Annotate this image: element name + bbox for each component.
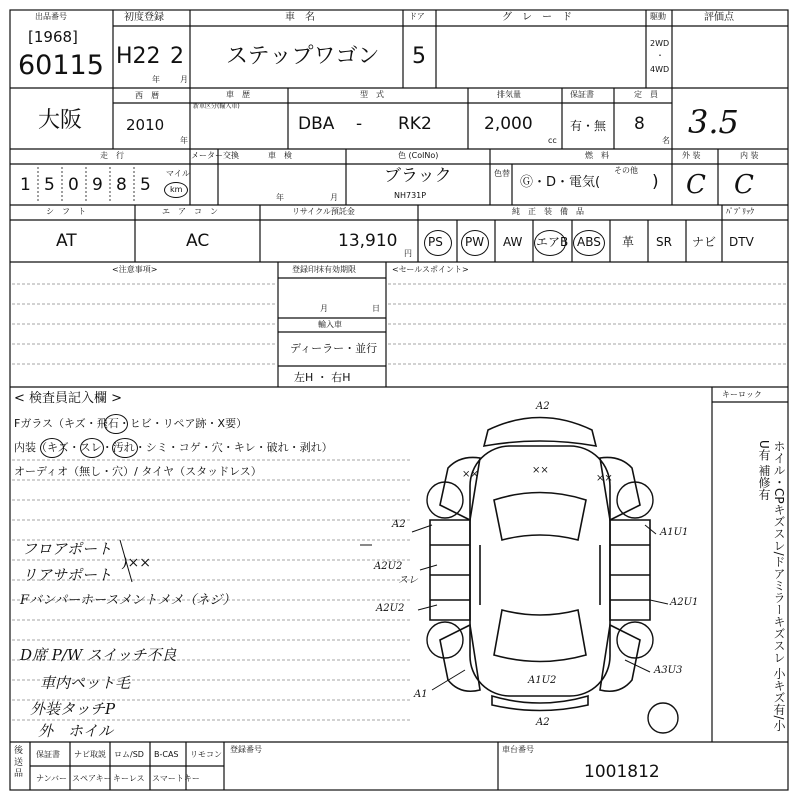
label-year-unit: 年	[180, 136, 188, 145]
label-mileage: 走 行	[100, 151, 124, 160]
label-grade: グ レ ー ド	[502, 12, 572, 23]
label-displacement: 排気量	[497, 90, 521, 99]
label-evaluation: 評価点	[704, 12, 734, 23]
label-car-name: 車 名	[285, 12, 315, 23]
label-inspection: 車 検	[268, 151, 292, 160]
mark-bottom: A2	[536, 717, 550, 728]
bottom-item-smart-key: スマートキー	[152, 774, 200, 783]
equip-ps: PS	[428, 235, 443, 249]
first-reg-month: 2	[170, 44, 184, 69]
model-prefix: DBA	[298, 114, 335, 134]
label-first-reg: 初度登録	[124, 12, 164, 23]
label-color: 色 (ColNo)	[398, 151, 439, 160]
equip-ps-circle	[424, 230, 452, 256]
mark-right1: A1U1	[660, 527, 689, 538]
equip-pw: PW	[465, 235, 485, 249]
note-wheel: 外 ホイル	[38, 722, 114, 740]
interior-circle-3	[112, 438, 138, 458]
label-pickup: ﾊﾟﾌﾞﾘｯｸ	[726, 207, 754, 216]
mark-rear-right: A3U3	[654, 665, 683, 676]
mark-left3: A2U2	[376, 603, 405, 614]
label-exhibit-no: 出品番号	[35, 12, 67, 21]
mark-rear-center: A1U2	[528, 675, 557, 686]
equip-leather: 革	[622, 235, 635, 249]
bottom-item-remote: リモコン	[190, 750, 222, 759]
inspector-line-audio: オーディオ（無し・穴）/ タイヤ（スタッドレス）	[14, 465, 262, 478]
interior-grade: C	[734, 170, 754, 200]
label-era: 年	[152, 75, 160, 84]
drive-2wd: 2WD	[650, 39, 670, 48]
mileage-digit-2: 5	[44, 175, 55, 195]
bottom-item-plate: ナンバー	[36, 774, 68, 783]
bottom-item-rom: ロム/SD	[114, 750, 144, 759]
label-meter-swap: メーター交換	[191, 151, 239, 160]
label-equipment: 純 正 装 備 品	[512, 207, 584, 216]
equip-pw-circle	[461, 230, 489, 256]
bottom-item-keyless: キーレス	[113, 774, 145, 783]
color-name: ブラック	[384, 166, 452, 186]
note-pw-switch: D席 P/W スイッチ不良	[20, 646, 177, 664]
label-warranty: 保証書	[570, 90, 594, 99]
equip-airbag-circle	[534, 230, 569, 256]
equip-navi: ナビ	[692, 235, 717, 249]
drive-sep: ・	[656, 51, 664, 60]
equip-sr: SR	[656, 235, 672, 249]
interior-circle-2	[80, 438, 104, 458]
exhibit-number: 60115	[18, 50, 104, 81]
label-chassis: 車台番号	[502, 745, 534, 754]
mileage-digit-4: 9	[92, 175, 103, 195]
model-code: RK2	[398, 114, 432, 134]
color-code: NH731P	[394, 191, 427, 200]
label-history-sub: 新車区分(輸入車)	[193, 103, 240, 110]
drive-4wd: 4WD	[650, 65, 670, 74]
label-inspector: < 検査員記入欄 >	[14, 391, 123, 406]
inspector-line-glass: Fガラス（キズ・飛石・ヒビ・リペア跡・X要）	[14, 417, 248, 430]
bottom-item-navi: ナビ取説	[74, 750, 106, 759]
label-recycle: リサイクル預託金	[292, 207, 355, 216]
label-interior: 内 装	[740, 151, 759, 160]
side-notes: ホイル・CPキズスレ/ドアミラーキズスレ 小キズ有/小U有 補修有	[757, 440, 786, 732]
equip-abs: ABS	[577, 235, 601, 249]
label-month: 月	[180, 75, 188, 84]
exhibit-year-tag: [1968]	[28, 28, 78, 46]
model-dash: -	[356, 114, 363, 134]
mileage-digit-3: 0	[68, 175, 79, 195]
label-persons: 名	[662, 136, 670, 145]
note-rear-support: リアサポート	[22, 566, 113, 584]
mark-left2: A2U2	[374, 561, 403, 572]
mileage-digit-1: 1	[20, 175, 31, 195]
displacement-value: 2,000	[484, 114, 533, 134]
mark-left2b: スレ	[398, 575, 418, 586]
label-aircon: エ ア コ ン	[162, 207, 218, 216]
reg-expiry-month: 月	[320, 304, 328, 313]
label-import: 輸入車	[318, 320, 342, 329]
exterior-grade: C	[686, 170, 706, 200]
import-route: ディーラー・並行	[290, 342, 378, 355]
warranty-value: 有・無	[570, 119, 607, 133]
note-front-support: フロアポート	[22, 540, 113, 558]
equip-airbag: エアB	[536, 235, 569, 249]
reg-expiry-day: 日	[372, 304, 380, 313]
mileage-digit-6: 5	[140, 175, 151, 195]
mark-fr: ××	[596, 473, 613, 484]
aircon-value: AC	[186, 231, 210, 251]
glass-circle	[104, 414, 128, 434]
label-fuel: 燃 料	[585, 151, 609, 160]
evaluation-score: 3.5	[688, 103, 739, 141]
label-history: 車 歴	[226, 90, 250, 99]
label-capacity: 定 員	[634, 90, 658, 99]
mileage-km-label: km	[170, 185, 183, 194]
label-shift: シ フ ト	[46, 207, 86, 216]
label-color-change: 色替	[494, 169, 510, 178]
label-cc: cc	[548, 136, 557, 145]
label-reg-no: 登録番号	[230, 745, 262, 754]
mileage-mile-label: マイル	[166, 169, 190, 178]
mark-top: A2	[536, 401, 550, 412]
label-doors: ドア	[409, 12, 425, 21]
label-year: 西 暦	[135, 91, 159, 100]
bottom-item-spare-key: スペアキー	[72, 774, 112, 783]
label-caution: <注意事項>	[112, 265, 158, 274]
chassis-number: 1001812	[584, 762, 660, 782]
interior-circle-1	[40, 438, 64, 458]
steering: 左H ・ 右H	[294, 371, 351, 384]
equip-aw: AW	[503, 235, 523, 249]
equip-dtv: DTV	[729, 235, 754, 249]
inspection-month: 月	[330, 193, 338, 202]
label-sales-point: <セールスポイント>	[392, 265, 469, 274]
doors-value: 5	[412, 44, 426, 69]
region: 大阪	[38, 108, 83, 133]
mark-right2: A2U1	[670, 597, 699, 608]
shift-value: AT	[56, 231, 77, 251]
mileage-digit-5: 8	[116, 175, 127, 195]
label-yen: 円	[404, 249, 412, 258]
note-pet-hair: 車内ペット毛	[40, 674, 131, 692]
label-reg-expiry: 登録印抹有効期限	[292, 265, 356, 274]
first-reg-era: H22	[116, 44, 161, 69]
label-drive: 駆動	[650, 12, 666, 21]
mark-fc: ××	[532, 465, 549, 476]
mark-fl: ××	[462, 469, 479, 480]
note-bumper: Fバンパーホースメントメメ（ネジ）	[20, 593, 236, 608]
note-xx: )××	[122, 555, 151, 571]
fuel-other: その他	[614, 166, 638, 175]
fuel-options: Ⓖ・D・電気(	[520, 175, 601, 190]
equip-abs-circle	[573, 230, 605, 256]
year-value: 2010	[126, 116, 165, 134]
mark-left1: A2	[392, 519, 406, 530]
label-docs: 後 送 品	[14, 746, 24, 780]
car-name: ステップワゴン	[226, 44, 380, 69]
inspector-line-interior: 内装（キズ・スレ・汚れ・シミ・コゲ・穴・キレ・破れ・剥れ）	[14, 441, 333, 454]
label-model: 型 式	[360, 90, 384, 99]
car-diagram	[430, 418, 650, 711]
recycle-fee: 13,910	[338, 231, 398, 251]
capacity-value: 8	[634, 114, 645, 134]
km-circle	[164, 182, 188, 198]
fuel-close: )	[652, 172, 659, 192]
note-touch-paint: 外装タッチP	[30, 700, 116, 718]
bottom-item-bcas: B-CAS	[154, 750, 179, 759]
label-exterior: 外 装	[682, 151, 701, 160]
label-keylock: キーロック	[722, 390, 762, 399]
mark-rear-left: A1	[414, 689, 428, 700]
inspection-year: 年	[276, 193, 284, 202]
bottom-item-warranty: 保証書	[36, 750, 60, 759]
